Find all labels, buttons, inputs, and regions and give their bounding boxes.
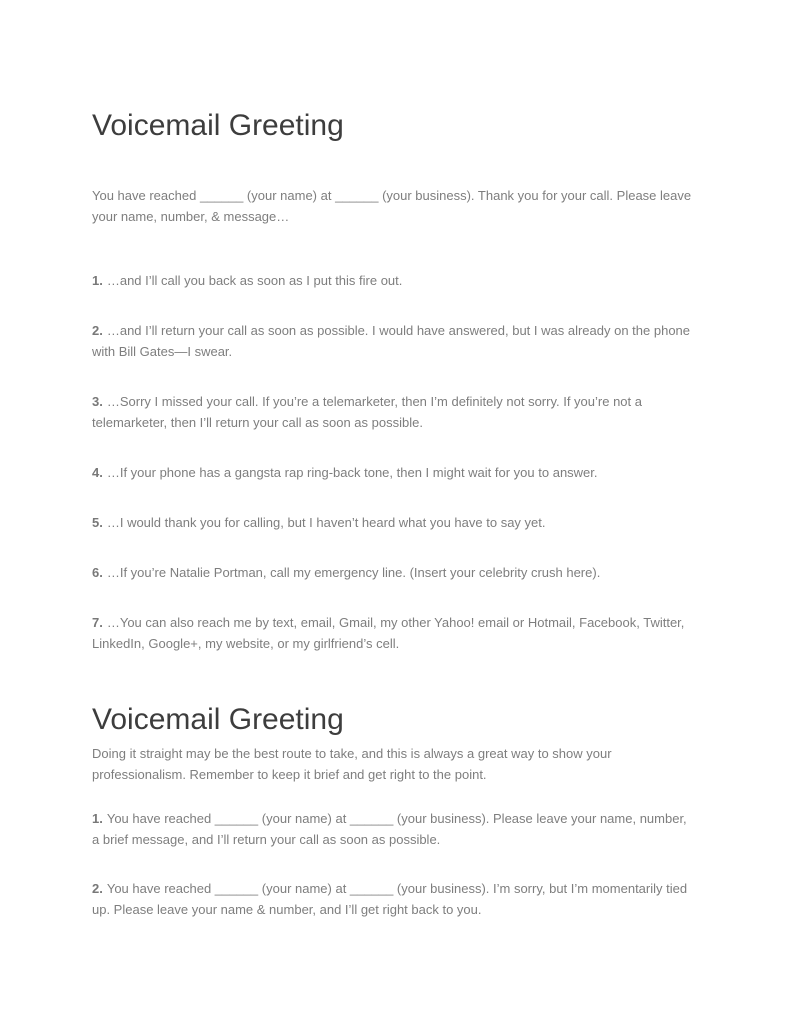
- item-number: 2.: [92, 323, 103, 338]
- list-item: [92, 512, 693, 533]
- list-item: [92, 878, 693, 920]
- item-text: …You can also reach me by text, email, Gmail, my other Yahoo! email or Hotmail, Facebook, Twitter, LinkedIn, Google+, my website, or my girlfriend’s cell.: [92, 615, 685, 651]
- section-title: Voicemail Greeting: [92, 109, 344, 142]
- section-title: Voicemail Greeting: [92, 703, 344, 736]
- item-text: You have reached ______ (your name) at ______ (your business). Please leave your name, number, a brief message, and I’ll return your call as soon as possible.: [92, 811, 687, 847]
- item-number: 2.: [92, 881, 103, 896]
- item-text: …Sorry I missed your call. If you’re a telemarketer, then I’m definitely not sorry. If you’re not a telemarketer, then I’ll return your call as soon as possible.: [92, 394, 642, 430]
- item-number: 5.: [92, 515, 103, 530]
- item-number: 6.: [92, 565, 103, 580]
- item-text: …and I’ll call you back as soon as I put this fire out.: [106, 273, 403, 288]
- item-number: 4.: [92, 465, 103, 480]
- section-intro: Doing it straight may be the best route to take, and this is always a great way to show your professionalism. Remember to keep it brief and get right to the point.: [92, 746, 612, 782]
- list-item: [92, 270, 693, 291]
- item-text: …If you’re Natalie Portman, call my emergency line. (Insert your celebrity crush here).: [106, 565, 601, 580]
- item-text: You have reached ______ (your name) at ______ (your business). I’m sorry, but I’m momentarily tied up. Please leave your name & number, and I’ll get right back to you.: [92, 881, 688, 917]
- item-text: …If your phone has a gangsta rap ring-back tone, then I might wait for you to answer.: [106, 465, 598, 480]
- document-content: [92, 108, 693, 920]
- list-item: [92, 320, 693, 362]
- list-item: [92, 462, 693, 483]
- item-text: …I would thank you for calling, but I haven’t heard what you have to say yet.: [106, 515, 546, 530]
- item-number: 3.: [92, 394, 103, 409]
- list-item: [92, 562, 693, 583]
- list-item: [92, 612, 693, 654]
- item-number: 1.: [92, 273, 103, 288]
- section-funny-greetings: [92, 108, 693, 654]
- section-intro: You have reached ______ (your name) at ______ (your business). Thank you for your call. Please leave your name, number, & message…: [92, 188, 692, 224]
- item-text: …and I’ll return your call as soon as possible. I would have answered, but I was already on the phone with Bill Gates—I swear.: [92, 323, 691, 359]
- list-item: [92, 391, 693, 433]
- section-professional-greetings: [92, 702, 693, 920]
- list-item: [92, 808, 693, 850]
- item-number: 1.: [92, 811, 103, 826]
- item-number: 7.: [92, 615, 103, 630]
